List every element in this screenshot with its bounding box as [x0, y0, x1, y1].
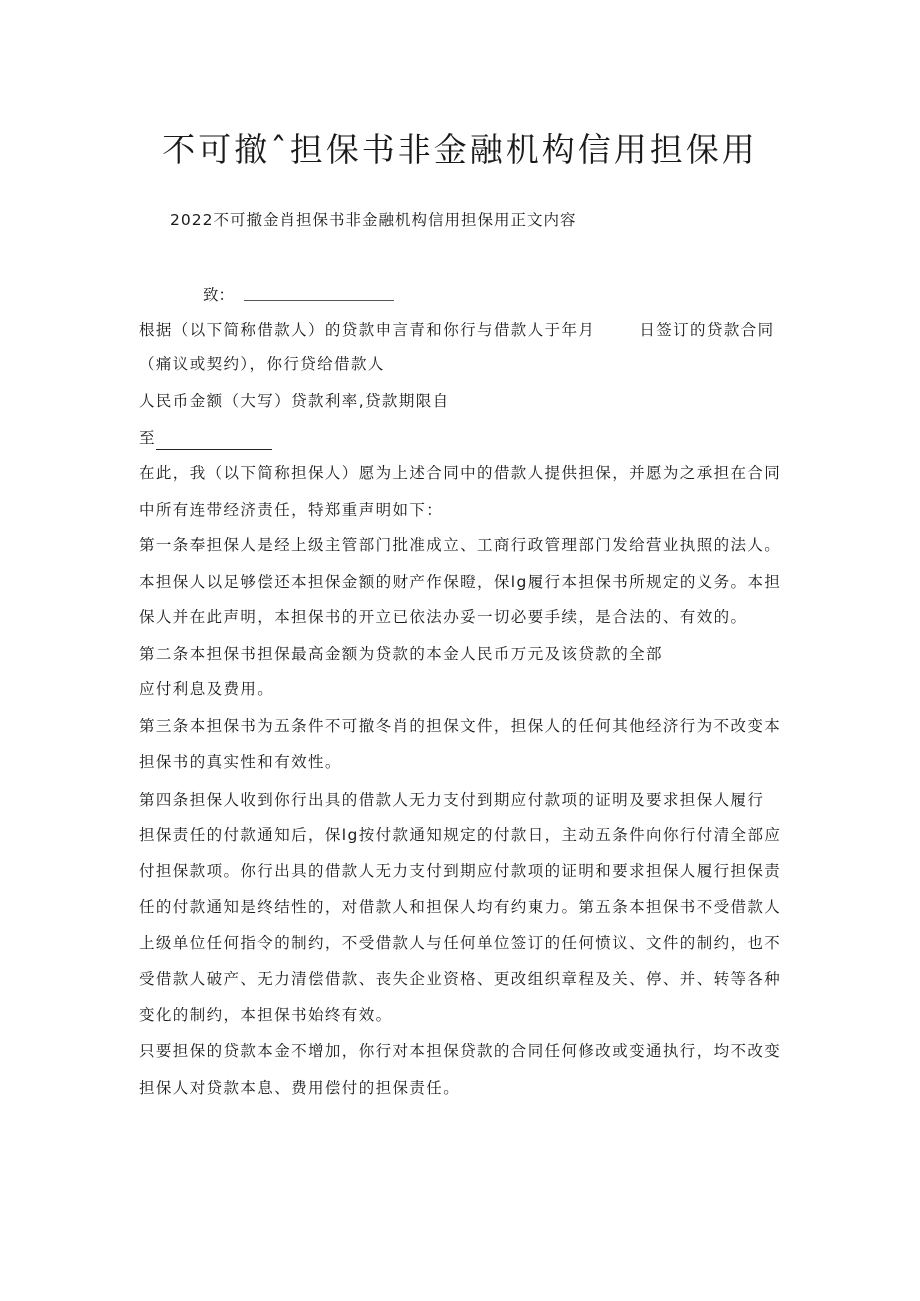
article-4-line-2: 担保责任的付款通知后，保lg按付款通知规定的付款日，主动五条件向你行付清全部应: [139, 826, 782, 844]
article-5-line-2: 受借款人破产、无力清偿借款、丧失企业资格、更改组织章程及关、停、并、转等各种: [139, 970, 782, 988]
article-4-line-3: 付担保款项。你行出具的借款人无力支付到期应付款项的证明和要求担保人履行担保责: [139, 862, 782, 880]
body-line-6: 中所有连带经济责任，特郑重声明如下：: [139, 501, 444, 519]
article-5-line-1: 上级单位任何指令的制约，不受借款人与任何单位签订的任何愤议、文件的制约，也不: [139, 934, 782, 952]
article-4-line-4: 任的付款通知是终结性的，对借款人和担保人均有约東力。第五条本担保书不受借款人: [139, 898, 782, 916]
body-line-1-part-b: 日签订的贷款合同: [639, 321, 775, 339]
body-line-4: [139, 426, 272, 450]
article-4-line-1: 第四条担保人收到你行出具的借款人无力支付到期应付款项的证明及要求担保人履行: [139, 791, 765, 809]
body-line-1: [139, 318, 775, 342]
body-line-1-part-a: 根据（以下简称借款人）的贷款申言青和你行与借款人于年月: [139, 321, 596, 339]
article-1-line-3: 保人并在此声明，本担保书的开立已依法办妥一切必要手续，是合法的、有效的。: [139, 608, 748, 626]
body-line-2: （痛议或契约），你行贷给借款人: [139, 355, 385, 373]
article-2-line-2: 应付利息及费用。: [139, 680, 275, 698]
salutation-label: 致：: [203, 286, 235, 304]
article-3-line-2: 担保书的真实性和有效性。: [139, 753, 342, 771]
article-1-line-2: 本担保人以足够偿还本担保金额的财产作保瞪，保lg履行本担保书所规定的义务。本担: [139, 573, 782, 591]
body-line-5: 在此，我（以下简称担保人）愿为上述合同中的借款人提供担保，并愿为之承担在合同: [139, 464, 782, 482]
document-subtitle: 2022不可撤金肖担保书非金融机构信用担保用正文内容: [170, 211, 577, 229]
article-5-line-3: 变化的制约，本担保书始终有效。: [139, 1006, 393, 1024]
end-date-blank-line: [156, 431, 272, 450]
article-2-line-1: 第二条本担保书担保最高金额为贷款的本金人民币万元及该贷款的全部: [139, 645, 663, 663]
closing-line-2: 担保人对贷款本息、费用偿付的担保责任。: [139, 1079, 461, 1097]
article-1-line-1: 第一条奉担保人是经上级主管部门批准成立、工商行政管理部门发给营业执照的法人。: [139, 536, 782, 554]
article-3-line-1: 第三条本担保书为五条件不可撤冬肖的担保文件，担保人的任何其他经济行为不改变本: [139, 717, 782, 735]
document-title: 不可撤ˆ担保书非金融机构信用担保用: [162, 130, 758, 169]
until-label: 至: [139, 429, 156, 447]
body-line-3: 人民币金额（大写）贷款利率,贷款期限自: [139, 392, 450, 410]
recipient-blank-line: [244, 300, 394, 301]
closing-line-1: 只要担保的贷款本金不增加，你行对本担保贷款的合同任何修改或变通执行，均不改变: [139, 1042, 782, 1060]
